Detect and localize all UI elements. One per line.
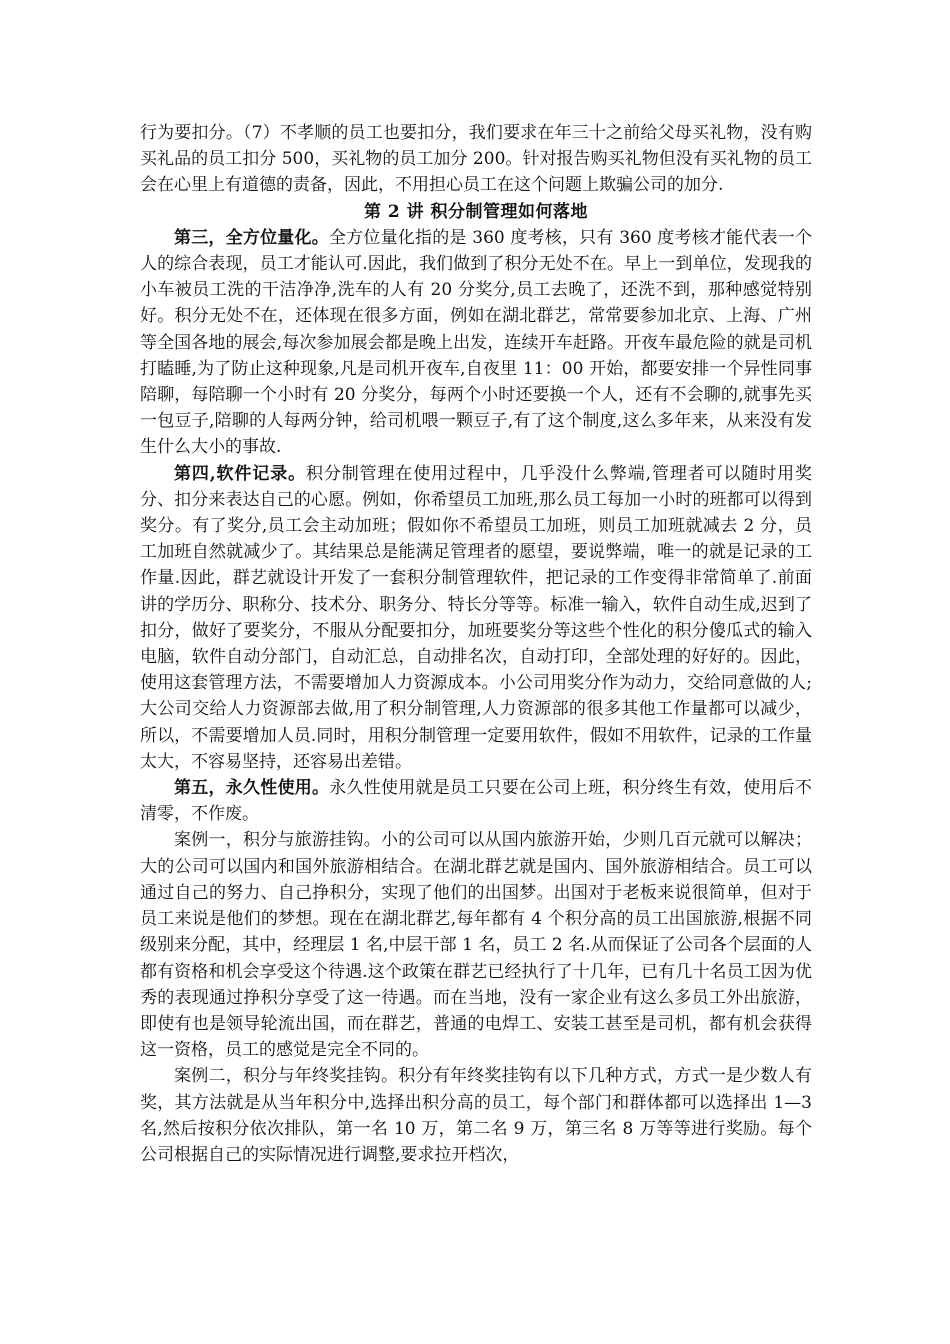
section-heading: 第 2 讲 积分制管理如何落地 xyxy=(363,201,589,222)
section-5-lead: 第五，永久性使用。 xyxy=(174,778,330,799)
section-4-lead: 第四,软件记录。 xyxy=(174,463,306,484)
paragraph-section-3 xyxy=(140,225,812,461)
paragraph-case-1: 案例一，积分与旅游挂钩。小的公司可以从国内旅游开始，少则几百元就可以解决；大的公司可以国内和国外旅游相结合。在湖北群艺就是国内、国外旅游相结合。员工可以通过自己的努力、自己挣积分，实现了他们的出国梦。出国对于老板来说很简单，但对于员工来说是他们的梦想。现在在湖北群艺,每年都有 4 个积分高的员工出国旅游,根据不同级别来分配，其中，经理层 1 名,中层干部 1 名，员工 2 名.从而保证了公司各个层面的人都有资格和机会享受这个待遇.这个政策在群艺已经执行了十几年，已有几十名员工因为优秀的表现通过挣积分享受了这一待遇。而在当地，没有一家企业有这么多员工外出旅游，即使有也是领导轮流出国，而在群艺，普通的电焊工、安装工甚至是司机，都有机会获得这一资格，员工的感觉是完全不同的。 xyxy=(140,830,812,1061)
section-4-body: 积分制管理在使用过程中，几乎没什么弊端,管理者可以随时用奖分、扣分来表达自己的心愿。例如，你希望员工加班,那么员工每加一小时的班都可以得到奖分。有了奖分,员工会主动加班；假如你不希望员工加班，则员工加班就减去 2 分，员工加班自然就减少了。其结果总是能满足管理者的愿望，要说弊端，唯一的就是记录的工作量.因此，群艺就设计开发了一套积分制管理软件，把记录的工作变得非常简单了.前面讲的学历分、职称分、技术分、职务分、特长分等等。标准一输入，软件自动生成,迟到了扣分，做好了要奖分，不服从分配要扣分，加班要奖分等这些个性化的积分傻瓜式的输入电脑，软件自动分部门，自动汇总，自动排名次，自动打印，全部处理的好好的。因此，使用这套管理方法，不需要增加人力资源成本。小公司用奖分作为动力，交给同意做的人;大公司交给人力资源部去做,用了积分制管理,人力资源部的很多其他工作量都可以减少，所以，不需要增加人员.同时，用积分制管理一定要用软件，假如不用软件，记录的工作量太大，不容易坚持，还容易出差错。 xyxy=(140,463,813,772)
paragraph-case-2: 案例二，积分与年终奖挂钩。积分有年终奖挂钩有以下几种方式，方式一是少数人有奖，其方法就是从当年积分中,选择出积分高的员工，每个部门和群体都可以选择出 1—3 名,然后按积分依次排队，第一名 10 万，第二名 9 万，第三名 8 万等等进行奖励。每个公司根据自己的实际情况进行调整,要求拉开档次， xyxy=(140,1066,812,1165)
section-3-lead: 第三，全方位量化。 xyxy=(174,227,329,248)
section-3-body: 全方位量化指的是 360 度考核，只有 360 度考核才能代表一个人的综合表现，员工才能认可.因此，我们做到了积分无处不在。早上一到单位，发现我的小车被员工洗的干洁净净,洗车的人有 20 分奖分,员工去晚了，还洗不到，那种感觉特别好。积分无处不在，还体现在很多方面，例如在湖北群艺，常常要参加北京、上海、广州等全国各地的展会,每次参加展会都是晚上出发，连续开车赶路。开夜车最危险的就是司机打瞌睡,为了防止这种现象,凡是司机开夜车,自夜里 11：00 开始，都要安排一个异性同事陪聊，每陪聊一个小时有 20 分奖分，每两个小时还要换一个人，还有不会聊的,就事先买一包豆子,陪聊的人每两分钟，给司机喂一颗豆子,有了这个制度,这么多年来，从来没有发生什么大小的事故. xyxy=(140,227,813,458)
document-page xyxy=(140,120,812,1168)
section-5-body: 永久性使用就是员工只要在公司上班，积分终生有效，使用后不清零，不作废。 xyxy=(140,778,812,825)
paragraph-section-5 xyxy=(140,775,812,827)
paragraph-continuation: 行为要扣分。（7）不孝顺的员工也要扣分，我们要求在年三十之前给父母买礼物，没有购买礼品的员工扣分 500，买礼物的员工加分 200。针对报告购买礼物但没有买礼物的员工会在心里上有道德的责备，因此，不用担心员工在这个问题上欺骗公司的加分. xyxy=(140,123,812,196)
paragraph-section-4 xyxy=(140,461,812,775)
